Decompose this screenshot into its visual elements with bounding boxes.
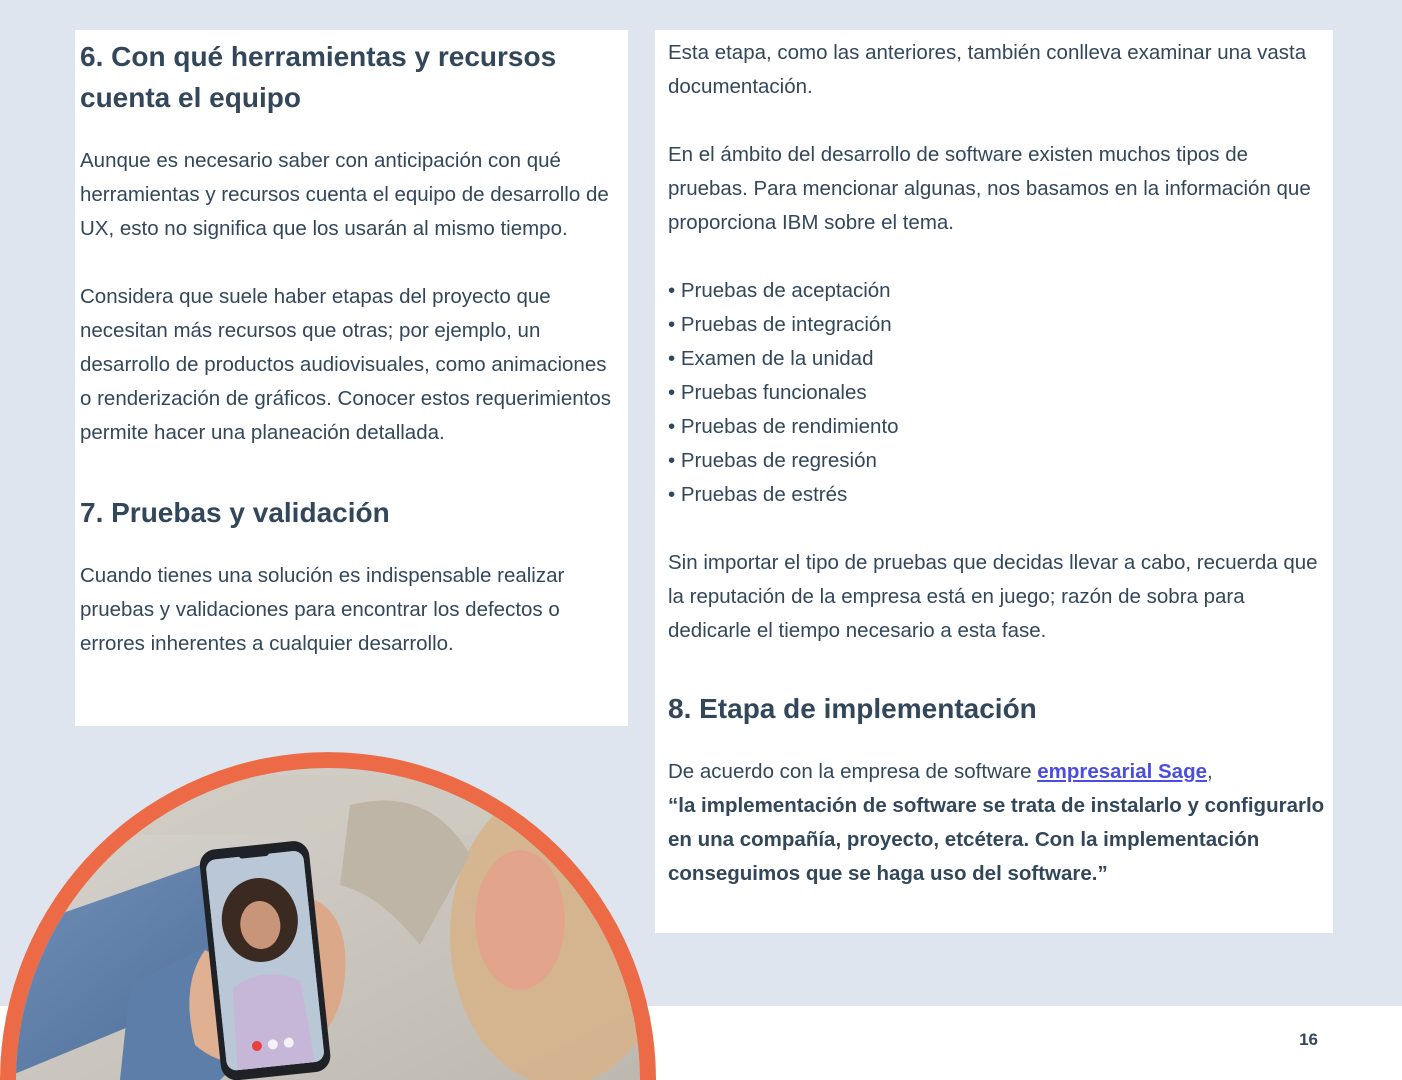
section-8-comma: , — [1207, 760, 1213, 783]
section-8-heading: 8. Etapa de implementación — [668, 693, 1037, 724]
list-item: • Pruebas funcionales — [668, 381, 867, 404]
right-column — [668, 36, 1328, 891]
list-item: • Pruebas de estrés — [668, 483, 848, 506]
list-item: • Pruebas de rendimiento — [668, 415, 899, 438]
page-number: 16 — [1299, 1030, 1318, 1049]
ear-shape — [475, 850, 565, 990]
section-8-intro: De acuerdo con la empresa de software — [668, 760, 1038, 783]
list-item: • Pruebas de regresión — [668, 449, 877, 472]
test-types-list — [668, 274, 1328, 512]
section-6-heading: 6. Con qué herramientas y recursos cuenta el equipo — [80, 41, 557, 113]
implementation-quote: “la implementación de software se trata de instalarlo y configurarlo en una compañía, proyecto, etcétera. Con la implementación conseguimos que se haga uso del software.” — [668, 794, 1325, 885]
right-paragraph-3: Sin importar el tipo de pruebas que decidas llevar a cabo, recuerda que la reputación de la empresa está en juego; razón de sobra para dedicarle el tiempo necesario a esta fase. — [668, 551, 1318, 642]
list-item: • Pruebas de aceptación — [668, 279, 891, 302]
section-6-paragraph-1: Aunque es necesario saber con anticipación con qué herramientas y recursos cuenta el equipo de desarrollo de UX, esto no significa que los usarán al mismo tiempo. — [80, 149, 609, 240]
sage-link[interactable]: empresarial Sage — [1037, 760, 1207, 783]
video-call-illustration — [0, 745, 656, 1080]
video-call-photo — [0, 745, 656, 1080]
section-7-heading: 7. Pruebas y validación — [80, 497, 390, 528]
left-column — [80, 36, 620, 661]
section-7-paragraph-1: Cuando tienes una solución es indispensable realizar pruebas y validaciones para encontrar los defectos o errores inherentes a cualquier desarrollo. — [80, 564, 565, 655]
section-8-paragraph — [668, 755, 1328, 891]
right-paragraph-2: En el ámbito del desarrollo de software existen muchos tipos de pruebas. Para mencionar algunas, nos basamos en la información que proporciona IBM sobre el tema. — [668, 143, 1311, 234]
list-item: • Pruebas de integración — [668, 313, 892, 336]
right-paragraph-1: Esta etapa, como las anteriores, también conlleva examinar una vasta documentación. — [668, 41, 1307, 98]
section-6-paragraph-2: Considera que suele haber etapas del proyecto que necesitan más recursos que otras; por ejemplo, un desarrollo de productos audiovisuales, como animaciones o renderización de gráficos. Conocer estos requerimientos permite hacer una planeación detallada. — [80, 285, 611, 444]
list-item: • Examen de la unidad — [668, 347, 874, 370]
